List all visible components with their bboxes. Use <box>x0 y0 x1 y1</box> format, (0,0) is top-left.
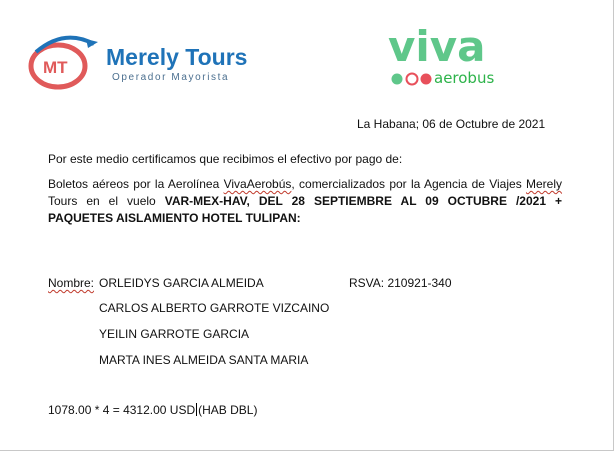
payment-amount: 1078.00 * 4 = 4312.00 USD <box>48 403 196 417</box>
passenger-name-4: MARTA INES ALMEIDA SANTA MARIA <box>99 353 309 367</box>
reservation-number: RSVA: 210921-340 <box>349 276 452 290</box>
agency-name: Merely <box>526 177 563 191</box>
body-part3: Tours en el vuelo <box>48 194 165 208</box>
airline-name: VivaAerobús <box>223 177 292 191</box>
merely-tours-tagline: Operador Mayorista <box>112 72 230 83</box>
merely-monogram: MT <box>43 58 68 77</box>
viva-aerobus-logo <box>388 22 528 92</box>
merely-tours-brand: Merely Tours <box>106 44 248 70</box>
merely-tours-logo <box>28 30 248 92</box>
payment-total[interactable] <box>48 403 257 417</box>
body-part2: , comercializados por la Agencia de Viajes <box>291 177 526 191</box>
flight-details: VAR-MEX-HAV, DEL 28 SEPTIEMBRE AL 09 OCTUBRE /2021 + PAQUETES AISLAMIENTO HOTEL TULIPAN: <box>48 194 563 225</box>
intro-sentence: Por este medio certificamos que recibimos el efectivo por pago de: <box>48 152 403 166</box>
passenger-name-1: ORLEIDYS GARCIA ALMEIDA <box>99 276 264 290</box>
merely-tours-globe-icon <box>28 30 108 92</box>
viva-dots-icon <box>390 71 434 87</box>
text-cursor <box>196 403 197 416</box>
document-date: La Habana; 06 de Octubre de 2021 <box>357 117 546 131</box>
passenger-name-3: YEILIN GARROTE GARCIA <box>99 327 250 341</box>
passenger-name-2: CARLOS ALBERTO GARROTE VIZCAINO <box>99 301 330 315</box>
body-part1: Boletos aéreos por la Aerolínea <box>48 177 224 191</box>
payment-description <box>48 176 562 227</box>
viva-wordmark: viva <box>388 22 486 71</box>
room-type: (HAB DBL) <box>198 403 258 417</box>
aerobus-wordmark: aerobus <box>434 69 495 87</box>
passenger-label: Nombre: <box>48 276 95 290</box>
